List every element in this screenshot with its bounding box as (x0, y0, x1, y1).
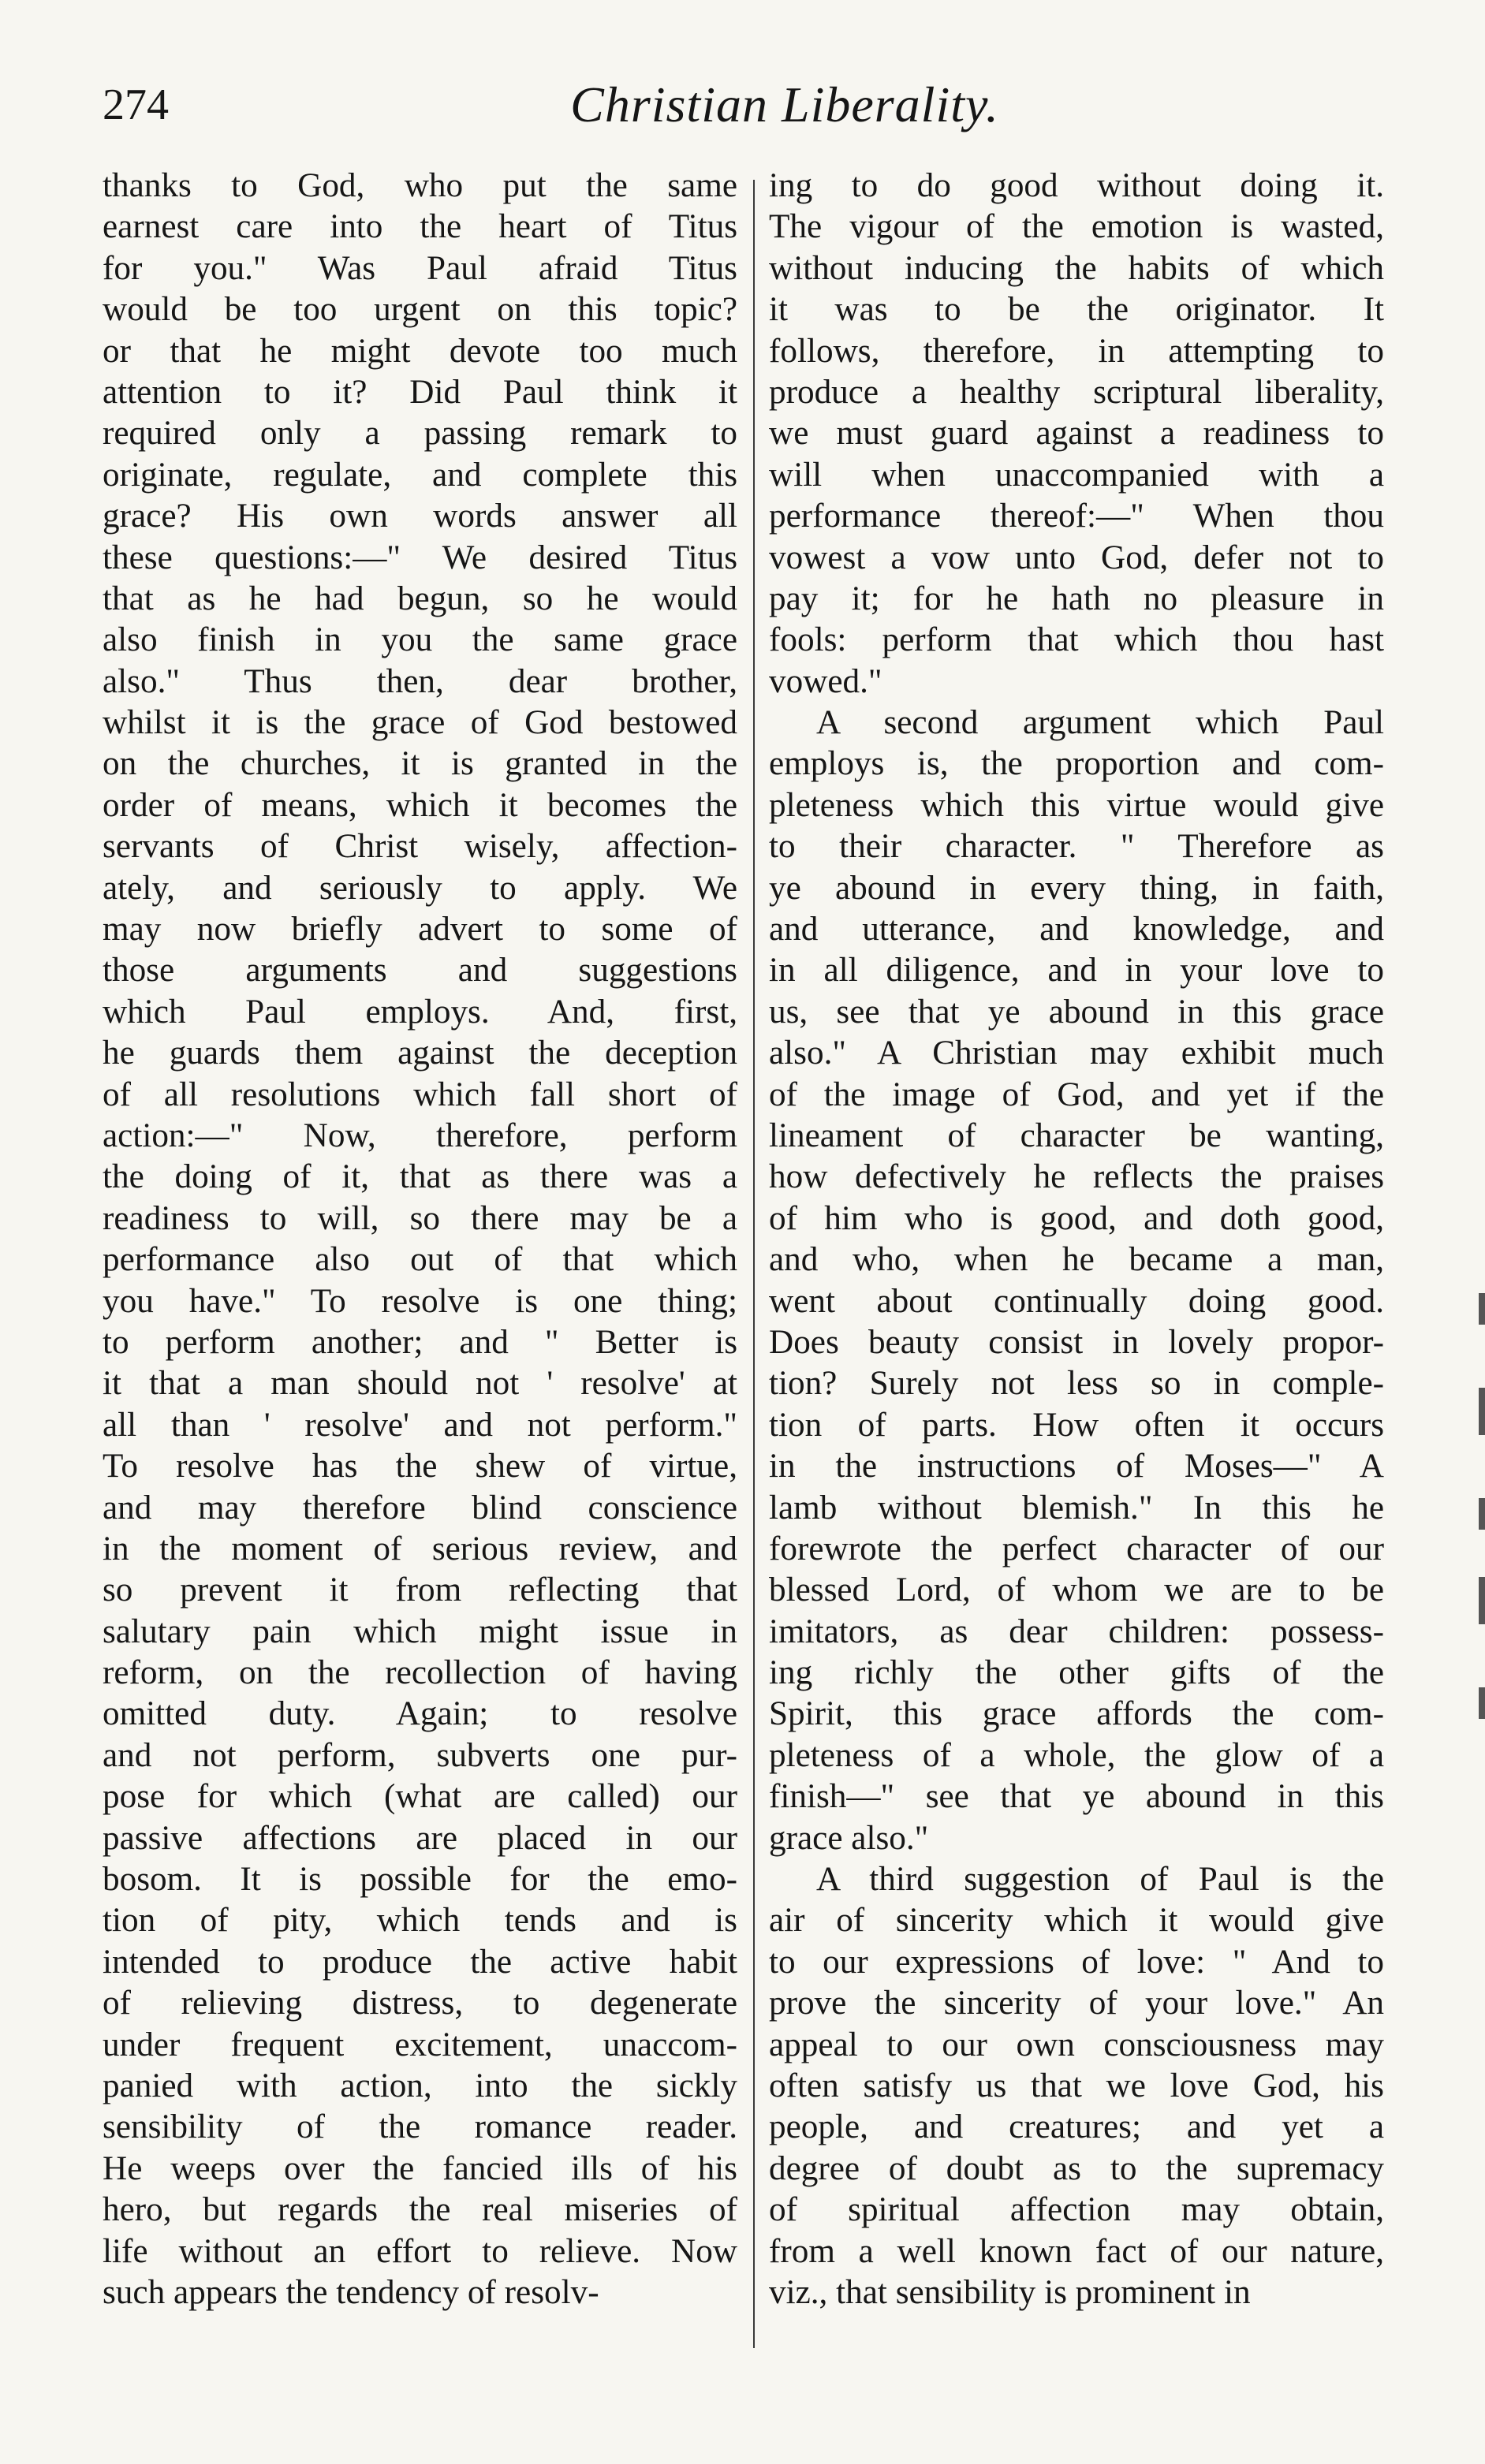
left-column-line: the doing of it, that as there was a (103, 1158, 737, 1196)
right-column-line: pleteness which this virtue would give (769, 786, 1384, 824)
right-column-line: and who, when he became a man, (769, 1241, 1384, 1279)
right-column-line: Does beauty consist in lovely propor- (769, 1323, 1384, 1361)
left-column-line: originate, regulate, and complete this (103, 456, 737, 494)
right-column-line: ing to do good without doing it. (769, 167, 1384, 204)
left-column (103, 166, 737, 2313)
right-column-line: vowest a vow unto God, defer not to (769, 539, 1384, 576)
right-column-line: without inducing the habits of which (769, 249, 1384, 287)
left-column-line: whilst it is the grace of God bestowed (103, 704, 737, 742)
right-column-line: pleteness of a whole, the glow of a (769, 1736, 1384, 1774)
page-edge-mark (1479, 1498, 1485, 1530)
left-column-line: order of means, which it becomes the (103, 786, 737, 824)
left-column-line: you have." To resolve is one thing; (103, 1282, 737, 1320)
left-column-line: panied with action, into the sickly (103, 2067, 737, 2104)
left-column-line: attention to it? Did Paul think it (103, 373, 737, 411)
right-column-line: ing richly the other gifts of the (769, 1654, 1384, 1692)
left-column-line: salutary pain which might issue in (103, 1612, 737, 1650)
left-column-line: under frequent excitement, unaccom- (103, 2026, 737, 2063)
left-column-line: and not perform, subverts one pur- (103, 1736, 737, 1774)
right-column-line: will when unaccompanied with a (769, 456, 1384, 494)
right-column-line: it was to be the originator. It (769, 291, 1384, 329)
right-column-line: finish—" see that ye abound in this (769, 1778, 1384, 1816)
right-column-line: pay it; for he hath no pleasure in (769, 580, 1384, 617)
left-column-line: bosom. It is possible for the emo- (103, 1861, 737, 1899)
left-column-line: would be too urgent on this topic? (103, 291, 737, 329)
right-column-line: follows, therefore, in attempting to (769, 332, 1384, 370)
right-column-line: us, see that ye abound in this grace (769, 993, 1384, 1031)
right-column-line: degree of doubt as to the supremacy (769, 2149, 1384, 2187)
left-column-line: life without an effort to relieve. Now (103, 2232, 737, 2270)
left-column-line: of relieving distress, to degenerate (103, 1985, 737, 2022)
right-column-line: to their character. " Therefore as (769, 828, 1384, 866)
left-column-line: it that a man should not ' resolve' at (103, 1365, 737, 1403)
left-column-line: servants of Christ wisely, affection- (103, 828, 737, 866)
left-column-line: sensibility of the romance reader. (103, 2108, 737, 2146)
left-column-line: on the churches, it is granted in the (103, 745, 737, 783)
left-column-line: which Paul employs. And, first, (103, 993, 737, 1031)
left-column-line: He weeps over the fancied ills of his (103, 2149, 737, 2187)
left-column-line: action:—" Now, therefore, perform (103, 1116, 737, 1154)
left-column-line: may now briefly advert to some of (103, 911, 737, 949)
left-column-line: all than ' resolve' and not perform." (103, 1406, 737, 1444)
left-column-line: readiness to will, so there may be a (103, 1199, 737, 1237)
right-column-line: of spiritual affection may obtain, (769, 2191, 1384, 2229)
left-column-line: reform, on the recollection of having (103, 1654, 737, 1692)
left-column-line: thanks to God, who put the same (103, 167, 737, 204)
right-column-line: lamb without blemish." In this he (769, 1489, 1384, 1526)
left-column-line: passive affections are placed in our (103, 1819, 737, 1857)
right-column-line: we must guard against a readiness to (769, 415, 1384, 453)
running-title: Christian Liberality. (570, 76, 999, 132)
left-column-line: that as he had begun, so he would (103, 580, 737, 617)
right-column-line: people, and creatures; and yet a (769, 2108, 1384, 2146)
right-column-line: viz., that sensibility is prominent in (769, 2273, 1251, 2311)
right-column-line: Spirit, this grace affords the com- (769, 1695, 1384, 1733)
page-number: 274 (103, 80, 169, 129)
right-column-line: how defectively he reflects the praises (769, 1158, 1384, 1196)
right-column-line: fools: perform that which thou hast (769, 621, 1384, 659)
right-column-line: A third suggestion of Paul is the (816, 1861, 1384, 1899)
left-column-line: for you." Was Paul afraid Titus (103, 249, 737, 287)
right-column-line: forewrote the perfect character of our (769, 1530, 1384, 1567)
right-column-line: and utterance, and knowledge, and (769, 911, 1384, 949)
left-column-line: intended to produce the active habit (103, 1943, 737, 1981)
left-column-line: also." Thus then, dear brother, (103, 662, 737, 700)
left-column-line: hero, but regards the real miseries of (103, 2191, 737, 2229)
right-column-line: grace also." (769, 1819, 929, 1857)
right-column-line: often satisfy us that we love God, his (769, 2067, 1384, 2104)
left-column-line: grace? His own words answer all (103, 498, 737, 535)
right-column-line: vowed." (769, 662, 882, 700)
right-column-line: of the image of God, and yet if the (769, 1075, 1384, 1113)
right-column-line: went about continually doing good. (769, 1282, 1384, 1320)
left-column-line: those arguments and suggestions (103, 952, 737, 990)
right-column-line: blessed Lord, of whom we are to be (769, 1571, 1384, 1609)
left-column-line: such appears the tendency of resolv- (103, 2273, 599, 2311)
left-column-line: also finish in you the same grace (103, 621, 737, 659)
right-column-line: also." A Christian may exhibit much (769, 1034, 1384, 1072)
right-column-line: imitators, as dear children: possess- (769, 1612, 1384, 1650)
right-column-line: lineament of character be wanting, (769, 1116, 1384, 1154)
right-column (769, 166, 1384, 2313)
right-column-line: ye abound in every thing, in faith, (769, 869, 1384, 907)
right-column-line: employs is, the proportion and com- (769, 745, 1384, 783)
left-column-line: to perform another; and " Better is (103, 1323, 737, 1361)
left-column-line: tion of pity, which tends and is (103, 1902, 737, 1940)
right-column-line: prove the sincerity of your love." An (769, 1985, 1384, 2022)
right-column-line: from a well known fact of our nature, (769, 2232, 1384, 2270)
right-column-line: performance thereof:—" When thou (769, 498, 1384, 535)
left-column-line: pose for which (what are called) our (103, 1778, 737, 1816)
left-column-line: performance also out of that which (103, 1241, 737, 1279)
left-column-line: or that he might devote too much (103, 332, 737, 370)
right-column-line: in all diligence, and in your love to (769, 952, 1384, 990)
right-column-line: produce a healthy scriptural liberality, (769, 373, 1384, 411)
right-column-line: air of sincerity which it would give (769, 1902, 1384, 1940)
left-column-line: ately, and seriously to apply. We (103, 869, 737, 907)
page-edge-mark (1479, 1388, 1485, 1435)
left-column-line: in the moment of serious review, and (103, 1530, 737, 1567)
left-column-line: earnest care into the heart of Titus (103, 208, 737, 246)
left-column-line: he guards them against the deception (103, 1034, 737, 1072)
left-column-line: To resolve has the shew of virtue, (103, 1448, 737, 1485)
right-column-line: The vigour of the emotion is wasted, (769, 208, 1384, 246)
left-column-line: these questions:—" We desired Titus (103, 539, 737, 576)
right-column-line: appeal to our own consciousness may (769, 2026, 1384, 2063)
right-column-line: to our expressions of love: " And to (769, 1943, 1384, 1981)
column-divider (753, 180, 755, 2348)
page-edge-mark (1479, 1577, 1485, 1624)
left-column-line: omitted duty. Again; to resolve (103, 1695, 737, 1733)
page-edge-mark (1479, 1293, 1485, 1325)
running-head (103, 69, 1396, 140)
left-column-line: required only a passing remark to (103, 415, 737, 453)
right-column-line: tion of parts. How often it occurs (769, 1406, 1384, 1444)
right-column-line: tion? Surely not less so in comple- (769, 1365, 1384, 1403)
left-column-line: and may therefore blind conscience (103, 1489, 737, 1526)
page-edge-mark (1479, 1687, 1485, 1719)
right-column-line: in the instructions of Moses—" A (769, 1448, 1384, 1485)
right-column-line: A second argument which Paul (816, 704, 1384, 742)
left-column-line: so prevent it from reflecting that (103, 1571, 737, 1609)
left-column-line: of all resolutions which fall short of (103, 1075, 737, 1113)
right-column-line: of him who is good, and doth good, (769, 1199, 1384, 1237)
